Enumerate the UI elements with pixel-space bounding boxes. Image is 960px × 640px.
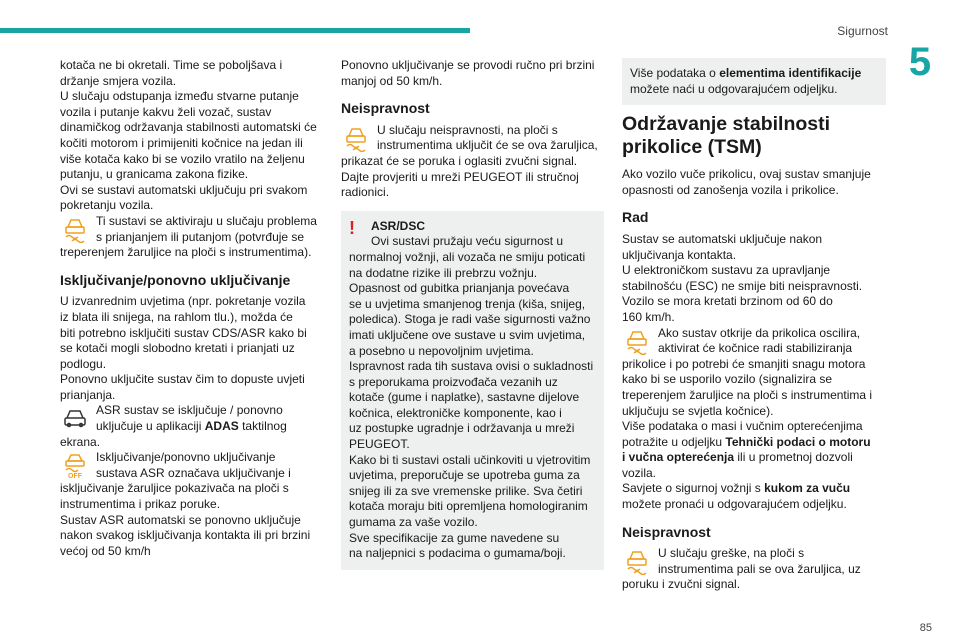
section-heading: Održavanje stabilnosti prikolice (TSM) <box>622 113 831 159</box>
paragraph: Ako vozilo vuče prikolicu, ovaj sustav smanjuje opasnosti od zanošenja vozila i prikolice. <box>622 167 871 197</box>
esc-off-icon <box>60 451 90 479</box>
section-title: Sigurnost <box>837 24 888 38</box>
heading-onoff: Isključivanje/ponovno uključivanje <box>60 271 291 288</box>
esc-warning-icon <box>341 124 371 152</box>
car-icon <box>60 404 90 432</box>
paragraph: Više podataka o masi i vučnim opterećenjima potražite u odjeljku Tehnički podaci o motoru i vučna opterećenja ili u prometnoj dozvoli vozila. Savjete o sigurnoj vožnji s kukom za vuču možete pronaći u odgovarajućem odjeljku. <box>622 419 871 512</box>
warning-icon: ! <box>349 217 355 238</box>
warning-title: ASR/DSC <box>371 218 426 233</box>
heading-rad: Rad <box>622 209 649 226</box>
info-box: Više podataka o elementima identifikacije možete naći u odgovarajućem odjeljku. <box>622 58 886 105</box>
esc-warning-icon <box>60 215 90 243</box>
paragraph: Sustav ASR automatski se ponovno uključuje nakon svakog isključivanja kontakta ili pri brzini većoj od 50 km/h <box>60 512 311 558</box>
column-1 <box>60 58 325 559</box>
heading-fault: Neispravnost <box>341 100 430 117</box>
esc-warning-icon <box>622 327 652 355</box>
column-3 <box>622 58 886 593</box>
warning-body: normalnoj vožnji, ali vozača ne smiju poticati na dodatne rizike ili prebrzu vožnju. Opasnost od gubitka prianjanja povećava se u uvjetima smanjenog trenja (kiša, snijeg, poledica). Stoga je radi vaše sigurnosti važno imati uključene ove sustave u svim uvjetima, a posebno u nepovoljnim uvjetima. Ispravnost rada tih sustava ovisi o sukladnosti s preporukama proizvođača vezanih uz kotače (gume i naplatke), sastavne dijelove kočnica, elektroničke komponente, kao i uz postupke ugradnje i održavanja u mreži PEUGEOT. Kako bi ti sustavi ostali učinkoviti u vjetrovitim uvjetima, preporučuje se upotreba guma za snijeg ili za sve vremenske prilike. Sva četiri kotača moraju biti opremljena homologiranim gumama za vaše vozilo. Sve specifikacije za gume navedene su na naljepnici s podacima o gumama/boji. <box>349 249 594 561</box>
icon-note: Ti sustavi se aktiviraju u slučaju problema s prianjanjem ili putanjom (potvrđuje se treperenjem žaruljice na ploči s instrumentima). <box>60 213 317 260</box>
svg-text:OFF: OFF <box>68 473 82 480</box>
icon-note: U slučaju greške, na ploči s instrumentima pali se ova žaruljica, uz poruku i zvučni signal. <box>622 546 861 592</box>
paragraph: U izvanrednim uvjetima (npr. pokretanje vozila iz blata ili snijega, na rahlom tlu.), možda će biti potrebno isključiti sustav CDS/ASR kako bi se kotači mogli slobodno kretati i prianjati uz podlogu. Ponovno uključite sustav čim to dopuste uvjeti prianjanja. <box>60 294 307 402</box>
paragraph: Ponovno uključivanje se provodi ručno pri brzini manjoj od 50 km/h. <box>341 58 595 88</box>
heading-fault: Neispravnost <box>622 523 711 540</box>
icon-note: ASR sustav se isključuje / ponovno uključuje u aplikaciji ADAS taktilnog ekrana. <box>60 403 287 449</box>
icon-note: OFF Isključivanje/ponovno uključivanje sustava ASR označava uključivanje i isključivanje žaruljice pokazivača na ploči s instrumentima i prikaz poruke. <box>60 450 291 512</box>
header-accent-bar <box>0 28 470 33</box>
chapter-number: 5 <box>908 40 932 84</box>
paragraph: kotača ne bi okretali. Time se poboljšava i držanje smjera vozila. U slučaju odstupanja između stvarne putanje vozila i putanje kakvu želi vozač, sustav dinamičkog održavanja stabilnosti automatski će kočiti motorom i primijeniti kočnice na jedan ili više kotača kako bi se vozilo vratilo na željenu putanju, u granicama zakona fizike. Ovi se sustavi automatski uključuju pri svakom pokretanju vozila. <box>60 58 317 213</box>
column-2 <box>341 58 604 570</box>
icon-note: U slučaju neispravnosti, na ploči s instrumentima uključit će se ova žaruljica, prikazat će se poruka i oglasiti zvučni signal. Dajte provjeriti u mreži PEUGEOT ili stručnoj radionici. <box>341 122 598 200</box>
icon-note: Ako sustav otkrije da prikolica oscilira, aktivirat će kočnice radi stabiliziranja prikolice i po potrebi će smanjiti snagu motora kako bi se usporilo vozilo (signalizira se treperenjem žaruljice na ploči s instrumentima i uključuju se svjetla kočnice). <box>622 325 873 418</box>
warning-box: ! ASR/DSC Ovi sustavi pružaju veću sigurnost u normalnoj vožnji, ali vozača ne smiju poticati na dodatne rizike ili prebrzu vožnju. Opasnost od gubitka prianjanja povećava se u uvjetima smanjenog trenja (kiša, snijeg, poledica). Stoga je radi vaše sigurnosti važno imati uključene ove sustave u svim uvjetima, a posebno u nepovoljnim uvjetima. Ispravnost rada tih sustava ovisi o sukladnosti s preporukama proizvođača vezanih uz kotače (gume i naplatke), sastavne dijelove kočnica, elektroničke komponente, kao i uz postupke ugradnje i održavanja u mreži PEUGEOT. Kako bi ti sustavi ostali učinkoviti u vjetrovitim uvjetima, preporučuje se upotreba guma za snijeg ili za sve vremenske prilike. Sva četiri kotača moraju biti opremljena homologiranim gumama za vaše vozilo. Sve specifikacije za gume navedene su na naljepnici s podacima o gumama/boji. <box>341 211 604 570</box>
page-number: 85 <box>919 622 932 634</box>
esc-warning-icon <box>622 547 652 575</box>
paragraph: Sustav se automatski uključuje nakon uključivanja kontakta. U elektroničkom sustavu za upravljanje stabilnošću (ESC) ne smije biti neispravnosti. Vozilo se mora kretati brzinom od 60 do 160 km/h. <box>622 231 863 324</box>
